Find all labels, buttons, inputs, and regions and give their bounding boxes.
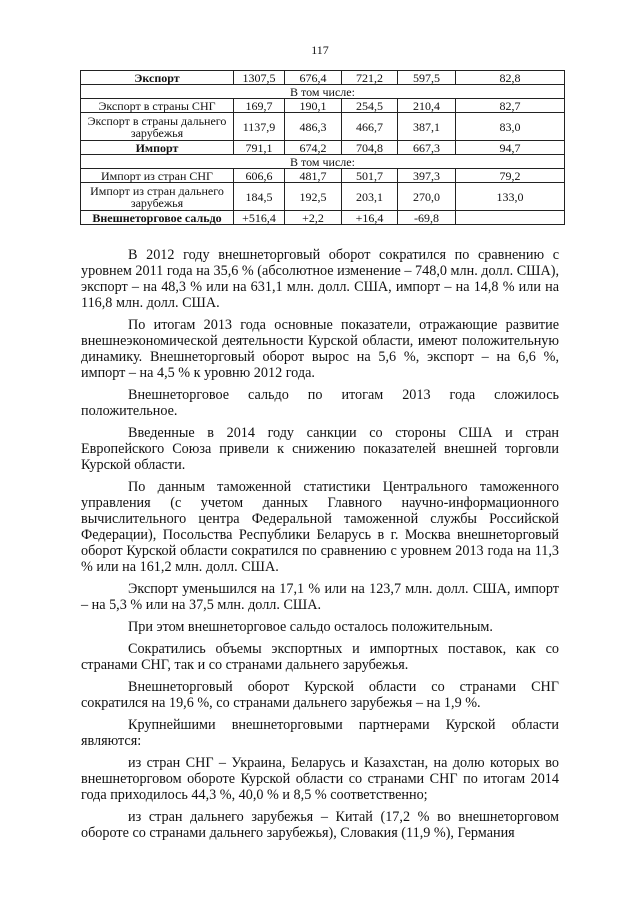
table-cell: 486,3 [285, 113, 342, 141]
paragraph: При этом внешнеторговое сальдо осталось положительным. [128, 619, 493, 635]
paragraph: Внешнеторговый оборот Курской области со странами СНГ сократился на 19,6 %, со странами дальнего зарубежья – на 1,9 %. [81, 679, 559, 711]
table-cell: +2,2 [285, 211, 342, 225]
row-label: Экспорт [81, 71, 234, 85]
table-cell: -69,8 [398, 211, 456, 225]
table-cell: 466,7 [342, 113, 398, 141]
table-row [81, 141, 565, 155]
table-cell: 597,5 [398, 71, 456, 85]
row-label: Импорт [81, 141, 234, 155]
body-text [81, 247, 559, 847]
table-cell: +516,4 [234, 211, 285, 225]
table-row [81, 211, 565, 225]
table-cell: 210,4 [398, 99, 456, 113]
table-cell: 1137,9 [234, 113, 285, 141]
table-cell: 133,0 [456, 183, 565, 211]
paragraph: Сократились объемы экспортных и импортных поставок, как со странами СНГ, так и со странами дальнего зарубежья. [81, 641, 559, 673]
table-row [81, 155, 565, 169]
paragraph: Внешнеторговое сальдо по итогам 2013 года сложилось положительное. [81, 387, 559, 419]
table-cell: 270,0 [398, 183, 456, 211]
table-cell: 192,5 [285, 183, 342, 211]
table-cell: 169,7 [234, 99, 285, 113]
table-cell: 676,4 [285, 71, 342, 85]
table-cell: 674,2 [285, 141, 342, 155]
table-row [81, 183, 565, 211]
table-row [81, 169, 565, 183]
table-cell: 82,7 [456, 99, 565, 113]
table-cell: 501,7 [342, 169, 398, 183]
table-row [81, 85, 565, 99]
table-cell: 721,2 [342, 71, 398, 85]
table-cell: 791,1 [234, 141, 285, 155]
paragraph: В 2012 году внешнеторговый оборот сократился по сравнению с уровнем 2011 года на 35,6 % (абсолютное изменение – 748,0 млн. долл. США), экспорт – на 48,3 % или на 631,1 млн. долл. США, импорт – на 14,8 % или на 116,8 млн. долл. США. [81, 247, 559, 311]
table-cell: 667,3 [398, 141, 456, 155]
paragraph: Введенные в 2014 году санкции со стороны США и стран Европейского Союза привели к снижению показателей внешней торговли Курской области. [81, 425, 559, 473]
table-cell: 94,7 [456, 141, 565, 155]
table-cell: 397,3 [398, 169, 456, 183]
paragraph: из стран дальнего зарубежья – Китай (17,2 % во внешнеторговом обороте со странами дальнего зарубежья), Словакия (11,9 %), Германия [81, 809, 559, 841]
table-cell: 704,8 [342, 141, 398, 155]
table-cell: 481,7 [285, 169, 342, 183]
table-cell: +16,4 [342, 211, 398, 225]
row-label: Экспорт в страны СНГ [81, 99, 234, 113]
table-cell: 190,1 [285, 99, 342, 113]
table-row [81, 113, 565, 141]
paragraph: По итогам 2013 года основные показатели, отражающие развитие внешнеэкономической деятельности Курской области, имеют положительную динамику. Внешнеторговый оборот вырос на 5,6 %, экспорт – на 6,6 %, импорт – на 4,5 % к уровню 2012 года. [81, 317, 559, 381]
table-cell: 1307,5 [234, 71, 285, 85]
table-cell: 82,8 [456, 71, 565, 85]
paragraph: из стран СНГ – Украина, Беларусь и Казахстан, на долю которых во внешнеторговом обороте Курской области со странами СНГ по итогам 2014 года приходилось 44,3 %, 40,0 % и 8,5 % соответственно; [81, 755, 559, 803]
table-cell [456, 211, 565, 225]
table-cell: 79,2 [456, 169, 565, 183]
table-row [81, 71, 565, 85]
table-cell: 203,1 [342, 183, 398, 211]
table-row [81, 99, 565, 113]
row-label: Экспорт в страны дальнего зарубежья [81, 113, 234, 141]
trade-table [80, 70, 565, 225]
table-cell: 387,1 [398, 113, 456, 141]
paragraph: По данным таможенной статистики Центрального таможенного управления (с учетом данных Главного научно-информационного вычислительного центра Федеральной таможенной службы Российской Федерации), Посольства Республики Беларусь в г. Москва внешнеторговый оборот Курской области сократился по сравнению с уровнем 2013 года на 11,3 % или на 161,2 млн. долл. США. [81, 479, 559, 575]
table-cell: 184,5 [234, 183, 285, 211]
table-cell: 83,0 [456, 113, 565, 141]
table-subheader: В том числе: [81, 155, 565, 169]
paragraph: Крупнейшими внешнеторговыми партнерами Курской области являются: [81, 717, 559, 749]
row-label: Импорт из стран дальнего зарубежья [81, 183, 234, 211]
paragraph: Экспорт уменьшился на 17,1 % или на 123,7 млн. долл. США, импорт – на 5,3 % или на 37,5 млн. долл. США. [81, 581, 559, 613]
page-number: 117 [311, 43, 329, 57]
table-cell: 254,5 [342, 99, 398, 113]
row-label: Импорт из стран СНГ [81, 169, 234, 183]
table-cell: 606,6 [234, 169, 285, 183]
row-label: Внешнеторговое сальдо [81, 211, 234, 225]
table-subheader: В том числе: [81, 85, 565, 99]
